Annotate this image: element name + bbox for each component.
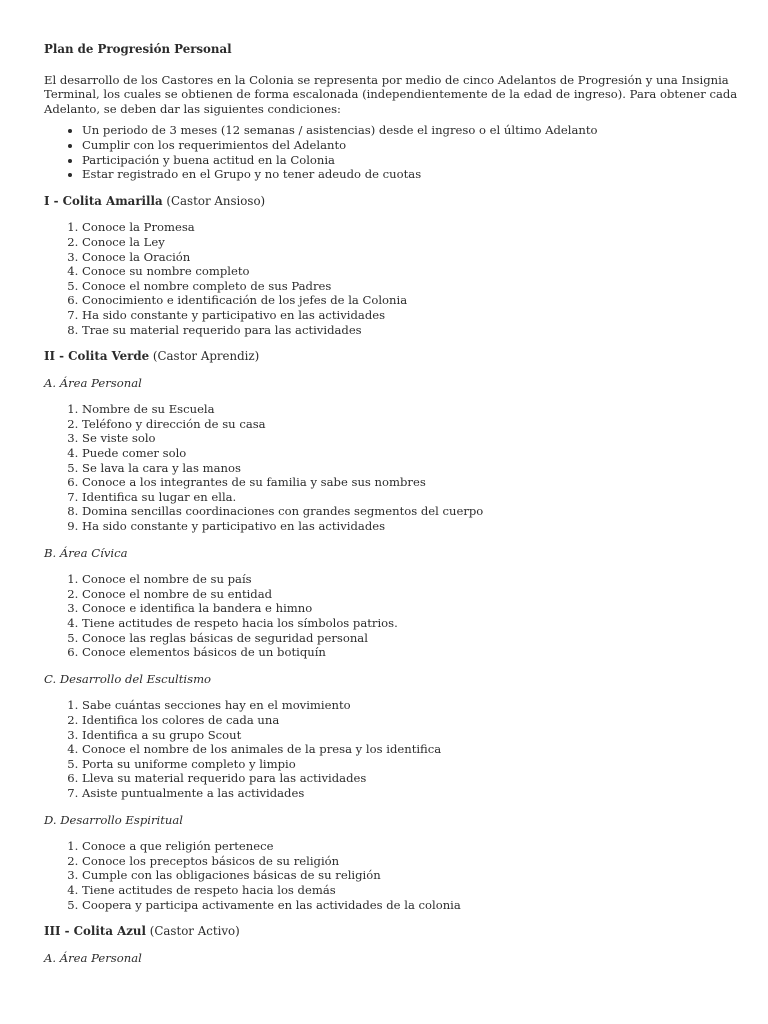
list-item: 6. Conoce a los integrantes de su familia y sabe sus nombres [82, 475, 744, 490]
condition-item: • Cumplir con los requerimientos del Adelanto [82, 138, 744, 153]
document-title: Plan de Progresión Personal [44, 42, 232, 56]
level-subtitle: (Castor Aprendiz) [149, 349, 260, 364]
list-item: 6. Conocimiento e identificación de los jefes de la Colonia [82, 293, 744, 308]
list-item: 3. Se viste solo [82, 431, 744, 446]
requirements-list-espiritual [44, 839, 744, 912]
condition-item: • Un periodo de 3 meses (12 semanas / asistencias) desde el ingreso o el último Adelanto [82, 123, 744, 138]
area-title-espiritual: D. Desarrollo Espiritual [44, 812, 183, 827]
list-item: 4. Tiene actitudes de respeto hacia los símbolos patrios. [82, 616, 744, 631]
requirements-list-area-personal [44, 402, 744, 533]
requirements-list-area-civica [44, 572, 744, 660]
condition-item: • Estar registrado en el Grupo y no tener adeudo de cuotas [82, 167, 744, 182]
level-heading-colita-amarilla [44, 194, 744, 209]
level-subtitle: (Castor Activo) [146, 924, 240, 939]
list-item: 2. Conoce la Ley [82, 235, 744, 250]
list-item: 4. Puede comer solo [82, 446, 744, 461]
list-item: 3. Identifica a su grupo Scout [82, 728, 744, 743]
list-item: 1. Conoce a que religión pertenece [82, 839, 744, 854]
list-item: 2. Conoce los preceptos básicos de su religión [82, 854, 744, 869]
list-item: 4. Conoce su nombre completo [82, 264, 744, 279]
intro-paragraph: El desarrollo de los Castores en la Colonia se representa por medio de cinco Adelantos de Progresión y una Insignia Terminal, los cuales se obtienen de forma escalonada (independientemente de la edad de ingreso). Para obtener cada Adelanto, se deben dar las siguientes condiciones: [44, 72, 738, 116]
list-item: 4. Conoce el nombre de los animales de la presa y los identifica [82, 742, 744, 757]
list-item: 7. Asiste puntualmente a las actividades [82, 786, 744, 801]
level-subtitle: (Castor Ansioso) [162, 193, 266, 208]
list-item: 9. Ha sido constante y participativo en las actividades [82, 519, 744, 534]
list-item: 5. Coopera y participa activamente en las actividades de la colonia [82, 898, 744, 913]
document-page [44, 42, 744, 977]
list-item: 6. Conoce elementos básicos de un botiquín [82, 645, 744, 660]
area-title-personal-azul: A. Área Personal [44, 950, 142, 965]
conditions-list [44, 123, 744, 181]
list-item: 2. Teléfono y dirección de su casa [82, 417, 744, 432]
area-title-escultismo: C. Desarrollo del Escultismo [44, 671, 212, 686]
area-title-civica: B. Área Cívica [44, 545, 128, 560]
condition-item: • Participación y buena actitud en la Colonia [82, 153, 744, 168]
level-name: III - Colita Azul [44, 924, 146, 939]
list-item: 1. Nombre de su Escuela [82, 402, 744, 417]
list-item: 2. Identifica los colores de cada una [82, 713, 744, 728]
list-item: 5. Conoce el nombre completo de sus Padres [82, 279, 744, 294]
list-item: 3. Conoce la Oración [82, 250, 744, 265]
list-item: 5. Conoce las reglas básicas de seguridad personal [82, 631, 744, 646]
list-item: 5. Se lava la cara y las manos [82, 461, 744, 476]
list-item: 3. Cumple con las obligaciones básicas de su religión [82, 868, 744, 883]
list-item: 7. Identifica su lugar en ella. [82, 490, 744, 505]
level-name: I - Colita Amarilla [44, 193, 163, 208]
list-item: 1. Conoce el nombre de su país [82, 572, 744, 587]
list-item: 7. Ha sido constante y participativo en las actividades [82, 308, 744, 323]
list-item: 2. Conoce el nombre de su entidad [82, 587, 744, 602]
list-item: 1. Sabe cuántas secciones hay en el movimiento [82, 698, 744, 713]
area-title-personal: A. Área Personal [44, 375, 142, 390]
list-item: 6. Lleva su material requerido para las actividades [82, 771, 744, 786]
level-heading-colita-azul [44, 924, 744, 939]
level-name: II - Colita Verde [44, 349, 150, 364]
level-heading-colita-verde [44, 349, 744, 364]
list-item: 8. Domina sencillas coordinaciones con grandes segmentos del cuerpo [82, 504, 744, 519]
list-item: 3. Conoce e identifica la bandera e himno [82, 601, 744, 616]
requirements-list-colita-amarilla [44, 220, 744, 337]
requirements-list-escultismo [44, 698, 744, 800]
list-item: 8. Trae su material requerido para las actividades [82, 323, 744, 338]
list-item: 4. Tiene actitudes de respeto hacia los demás [82, 883, 744, 898]
list-item: 1. Conoce la Promesa [82, 220, 744, 235]
list-item: 5. Porta su uniforme completo y limpio [82, 757, 744, 772]
